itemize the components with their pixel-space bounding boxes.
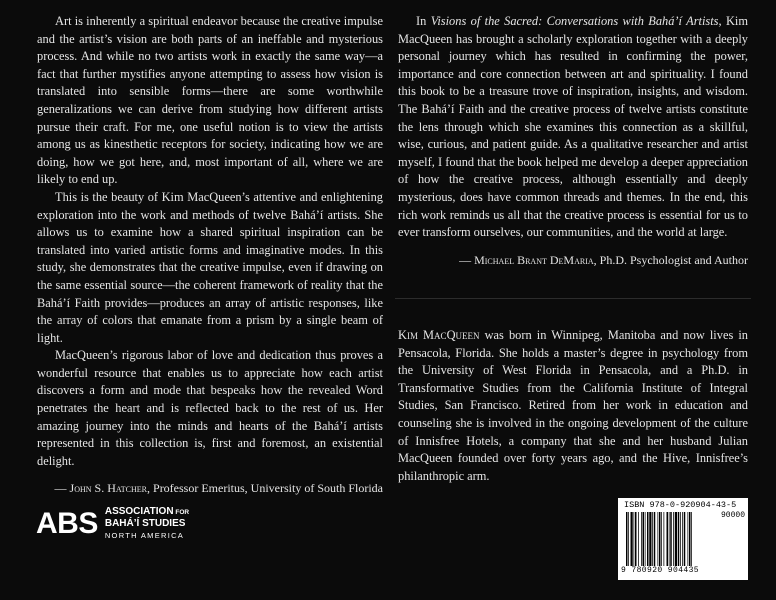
book-title: Visions of the Sacred: Conversations with Bahá’í Artists	[430, 14, 719, 28]
isbn-barcode	[618, 498, 748, 580]
barcode-bars-icon	[626, 512, 712, 566]
endorsement-paragraph: This is the beauty of Kim MacQueen’s attentive and enlightening exploration into the work and methods of twelve Bahá’í artists. She allows us to examine how a shared spiritual inspiration can be translated into varied artistic forms and imaginative modes. In this study, she demonstrates that the creative impulse, even if drawing on the same essential source—the coherent framework of reality that the Bahá’í Faith provides—produces an array of artistic responses, like the array of colors that emanate from a prism by a single beam of light.	[37, 189, 383, 345]
bio-paragraph	[398, 327, 748, 485]
endorsement-paragraph: MacQueen’s rigorous labor of love and dedication thus proves a wonderful resource that enables us to appreciate how each artist discovers a form and mode that bespeaks how the revealed Word penetrates the heart and is reflected back to the rest of us. Her amazing journey into the minds and hearts of the Bahá’í artists represented in this collection is, first and foremost, an existential delight.	[37, 348, 383, 468]
intro-text: In	[416, 14, 431, 28]
publisher-abbr: ABS	[36, 506, 98, 540]
bio-text: was born in Winnipeg, Manitoba and now lives in Pensacola, Florida. She holds a master’s degree in psychology from the University of West Florida in Pensacola, and a Ph.D. in Transformative Studies from the California Institute of Integral Studies, San Francisco. Retired from her work in education and counseling she is involved in the ongoing development of the culture of Innisfree Hotels, a company that she and her husband Julian MacQueen founded over forty years ago, and the Hive, Innisfree’s philanthropic arm.	[398, 328, 748, 483]
endorser-title: , Ph.D. Psychologist and Author	[593, 252, 748, 267]
author-bio	[398, 327, 748, 485]
author-name: Kim MacQueen	[398, 328, 480, 342]
isbn-text: ISBN 978-0-920904-43-5	[624, 500, 737, 510]
divider	[395, 298, 751, 299]
endorser-title: , Professor Emeritus, University of South Florida	[147, 481, 383, 496]
attribution-dash: —	[54, 481, 70, 496]
endorsement-attribution	[398, 252, 748, 270]
endorser-name: Michael Brant DeMaria	[474, 252, 594, 267]
endorsement-right	[398, 13, 748, 269]
endorser-name: John S. Hatcher	[69, 481, 148, 496]
publisher-name	[105, 506, 189, 541]
price-code: 90000	[720, 511, 745, 520]
publisher-line-2: BAHÁ’Í STUDIES	[104, 518, 186, 529]
publisher-line-1	[105, 506, 189, 518]
endorsement-paragraph	[398, 13, 748, 242]
publisher-line-1-small: FOR	[173, 509, 190, 516]
publisher-logo	[36, 506, 189, 541]
attribution-dash: —	[459, 252, 475, 267]
publisher-line-3: NORTH AMERICA	[104, 531, 185, 540]
endorsement-body: , Kim MacQueen has brought a scholarly exploration together with a deeply personal journey which has resulted in confirming the power, importance and core connection between art and spirituality. I found this book to be a treasure trove of inspiration, insights, and wisdom. The Bahá’í Faith and the creative process of twelve artists constitute the lens through which she examines this connection as a skillful, wise, curious, and patient guide. As a qualitative researcher and artist myself, I found that the book helped me develop a deeper appreciation of how the creative process, although essentially and deeply mysterious, does have common threads and themes. In the end, this rich work reminds us all that the creative process is essential for us to ever transform ourselves, our communities, and the world at large.	[398, 14, 748, 240]
ean-number: 9 780920 904435	[621, 566, 700, 575]
endorsement-left	[37, 13, 383, 498]
publisher-line-1-main: ASSOCIATION	[104, 506, 174, 517]
endorsement-paragraph: Art is inherently a spiritual endeavor because the creative impulse and the artist’s vision are both parts of an ineffable and mysterious process. And while no two artists work in exactly the same way—a fact that further mystifies anyone attempting to assess how vision is translated into sensible forms—there are some worthwhile generalizations we can derive from studying how different artists pursue their craft. For me, one useful notion is to view the artists among us as kinesthetic receptors for society, indicating how we are doing, how we got here, and, most important of all, where we are likely to end up.	[37, 14, 383, 187]
endorsement-attribution	[37, 480, 383, 498]
